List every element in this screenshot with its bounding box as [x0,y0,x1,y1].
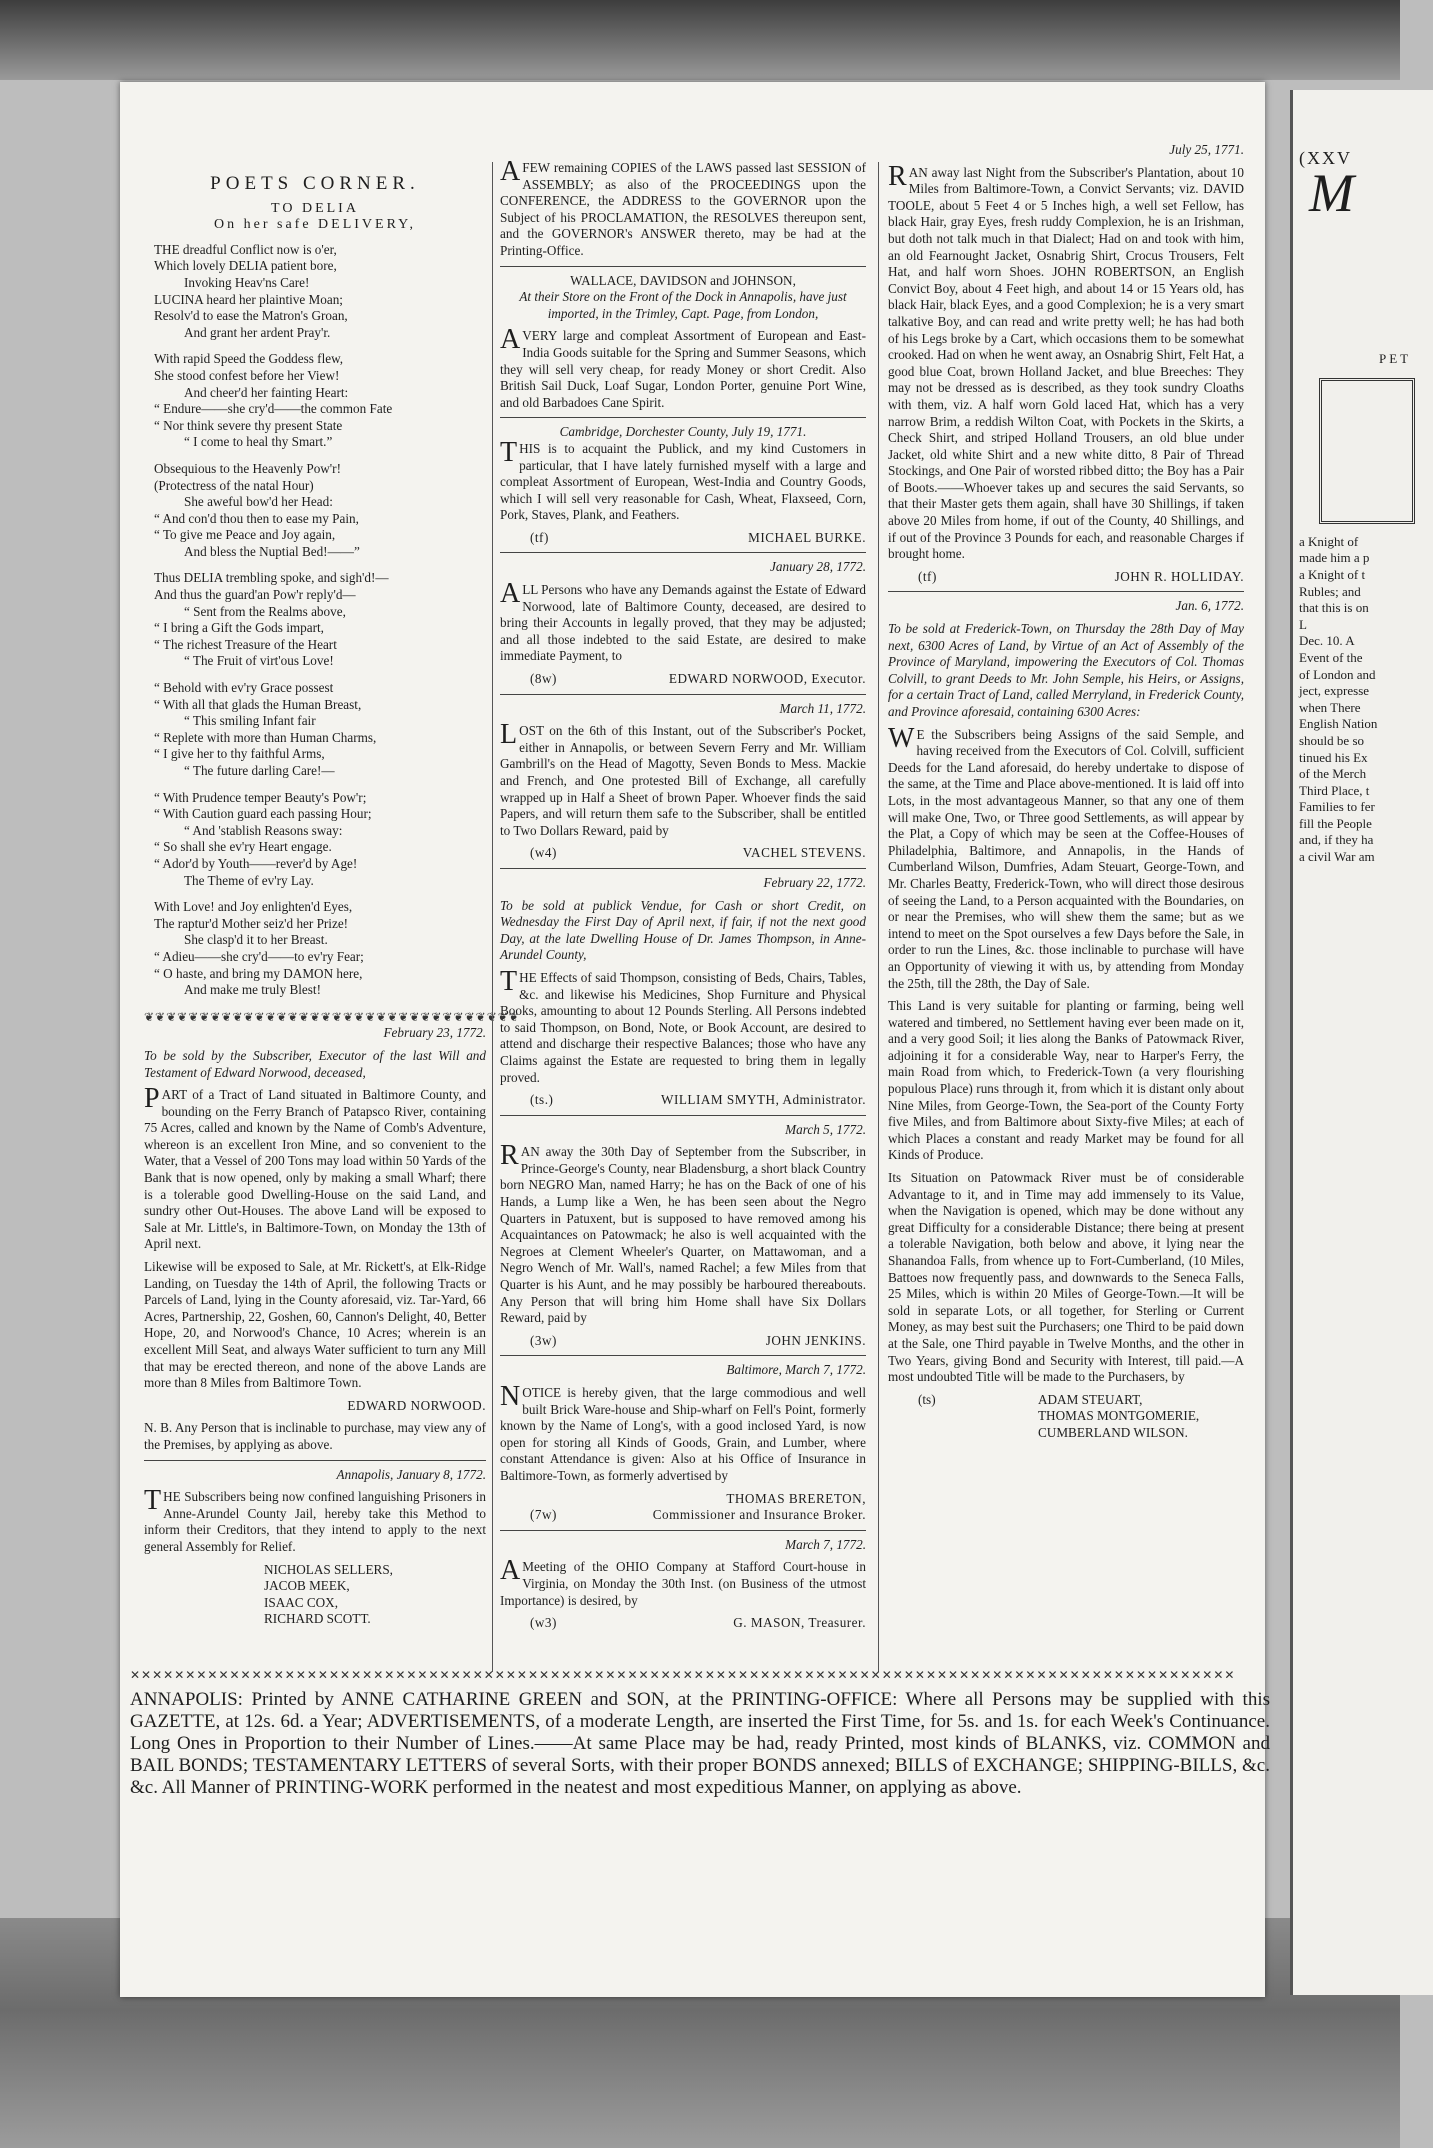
column-2 [500,152,866,1638]
poem-line: Invoking Heav'ns Care! [184,274,310,290]
prisoner-name: RICHARD SCOTT. [264,1611,371,1627]
laws-notice: AFEW remaining COPIES of the LAWS passed last SESSION of ASSEMBLY; as also of the PROCEEDINGS upon the CONFERENCE, the ADDRESS to the GOVERNOR upon the Subject of his PROCLAMATION, the RESOLVES thereupon sent, and the GOVERNOR's ANSWER thereto, may be had at the Printing-Office. [500,156,866,258]
poem-line: LUCINA heard her plaintive Moan; [154,291,343,307]
brereton-signature: THOMAS BRERETON, [726,1490,866,1506]
poem-line: With rapid Speed the Goddess flew, [154,351,344,367]
poem-line: “ With Prudence temper Beauty's Pow'r; [154,789,367,805]
smyth-signature: WILLIAM SMYTH, Administrator. [661,1092,866,1108]
rule [500,1355,866,1356]
prisoner-name: NICHOLAS SELLERS, [264,1561,393,1577]
wallace-subheading: At their Store on the Front of the Dock in Annapolis, have just imported, in the Trimley, Capt. Page, from London, [519,289,847,321]
norwood-exec-body: ALL Persons who have any Demands against the Estate of Edward Norwood, late of Baltimore County, deceased, are desired to bring their Accounts in legally proved, that they may be adjusted; and all those indebted to the said Estate, are desired to make immediate Payment, to [500,578,866,664]
scan-top-edge [0,0,1400,80]
rule [500,266,866,267]
wallace-heading: WALLACE, DAVIDSON and JOHNSON, [570,272,796,288]
column-3 [888,142,1244,1442]
holliday-signature: JOHN R. HOLLIDAY. [1114,568,1244,584]
brereton-dateline: Baltimore, March 7, 1772. [726,1362,866,1378]
poem-line: “ The richest Treasure of the Heart [154,636,337,652]
stevens-body: LOST on the 6th of this Instant, out of the Subscriber's Pocket, either in Annapolis, or between Severn Ferry and Mr. William Gambrill's on the Head of Magotty, Seven Bonds to Mess. Mackie and French, and One protested Bill of Exchange, all carefully wrapped up in Half a Sheet of brown Paper. Whoever finds the said Papers, and will return them safe to the Subscriber, shall be entitled to Two Dollars Reward, paid by [500,719,866,838]
poem-line: And grant her ardent Pray'r. [184,324,331,340]
imprint-footer [130,1668,1270,1799]
smyth-intro: To be sold at publick Vendue, for Cash or short Credit, on Wednesday the First Day of April next, if fair, if not the next good Day, at the late Dwelling House of Dr. James Thompson, in Anne-Arundel County, [500,897,866,963]
poem-line: “ Behold with ev'ry Grace possest [154,680,334,696]
burke-signature: MICHAEL BURKE. [748,529,866,545]
burke-body: THIS is to acquaint the Publick, and my kind Customers in particular, that I have lately furnished myself with a large and compleat Assortment of European, West-India and Country Goods, which I will sell very reasonable for Cash, Wheat, Flaxseed, Corn, Pork, Staves, Plank, and Feathers. [500,436,866,523]
adjacent-page-line: a Knight of [1299,533,1359,549]
adjacent-page-line: Rubles; and [1299,583,1361,599]
poem-line: “ Sent from the Realms above, [184,603,346,619]
poem-title: TO DELIA [271,200,359,216]
poem-line: “ The Fruit of virt'ous Love! [184,653,334,669]
prisoners-names [144,1562,486,1628]
poem-line: “ I come to heal thy Smart.” [184,434,333,450]
ornament-border: ✕✕✕✕✕✕✕✕✕✕✕✕✕✕✕✕✕✕✕✕✕✕✕✕✕✕✕✕✕✕✕✕✕✕✕✕✕✕✕✕✕✕✕✕✕✕✕✕✕✕✕✕✕✕✕✕✕✕✕✕✕✕✕✕✕✕✕✕✕✕✕✕✕✕✕✕✕✕✕✕✕✕✕✕✕✕✕✕✕✕✕✕✕✕✕✕✕✕✕✕ [130,1668,1236,1682]
jenkins-date: March 5, 1772. [785,1121,866,1137]
adjacent-page-line: Event of the [1299,649,1363,665]
norwood-sale-body: PART of a Tract of Land situated in Baltimore County, and bounding on the Ferry Branch of Patapsco River, containing 75 Acres, called and known by the Name of Comb's Adventure, whereon is an excellent Iron Mine, and so convenient to the Water, that a Vessel of 200 Tons may load within 50 Yards of the Bank that is now opened, only by making a small Wharf; there is a tolerable good Dwelling-House on the said Land, and sundry other Out-Houses. The above Land will be exposed to Sale at Mr. Little's, in Baltimore-Town, on Monday the 13th of April next. [144,1083,486,1252]
poem-body [144,242,486,1009]
poem-line: “ With all that glads the Human Breast, [154,696,362,712]
stanza-gap [144,670,486,680]
poem-line: “ The future darling Care!— [184,763,335,778]
stevens-signature: VACHEL STEVENS. [742,845,866,861]
frederick-signature: ADAM STEUART, [1038,1391,1143,1407]
poem-line: She clasp'd it to her Breast. [184,932,328,948]
holliday-date: July 25, 1771. [1169,142,1244,157]
poem-line: She stood confest before her View! [154,367,340,383]
brereton-title: Commissioner and Insurance Broker. [652,1507,866,1523]
poem-line: “ With Caution guard each passing Hour; [154,806,372,822]
poem-line: Obsequious to the Heavenly Pow'r! [154,460,341,476]
wallace-body: AVERY large and compleat Assortment of European and East-India Goods suitable for the Spring and Summer Seasons, which they will sell very cheap, for ready Money or short Credit. Also British Sail Duck, Loaf Sugar, London Porter, genuine Port Wine, and old Barbadoes Cane Spirit. [500,324,866,410]
poem-line: And cheer'd her fainting Heart: [184,384,349,400]
column-rule [492,162,493,1672]
poem-stanza [144,351,486,451]
stevens-tag: (w4) [530,845,557,861]
poem-line: “ To give me Peace and Joy again, [154,527,336,543]
adjacent-page-line: made him a p [1299,550,1370,566]
poem-line: “ Replete with more than Human Charms, [154,729,377,745]
adjacent-page-line: a Knight of t [1299,566,1366,582]
poem-line: THE dreadful Conflict now is o'er, [154,241,337,257]
frederick-signature: CUMBERLAND WILSON. [1038,1424,1188,1440]
rule [500,868,866,869]
adjacent-page-snippets [1299,534,1429,866]
holliday-body: RAN away last Night from the Subscriber's Plantation, about 10 Miles from Baltimore-Town, a Convict Servants; viz. DAVID TOOLE, about 5 Feet 4 or 5 Inches high, a well set Fellow, has black Hair, gray Eyes, fresh ruddy Complexion, he is an Irishman, but doth not talk much in that Dialect; Had on and took with him, an old Fearnought Jacket, Osnabrig Shirt, Crocus Trousers, Felt Hat, and half worn Shoes. JOHN ROBERTSON, an English Convict Boy, about 4 Feet high, and about 14 or 15 Years old, has black Hair, black Eyes, and a good Complexion; he is a very smart talkative Boy, and can read and write pretty well; he has had both of his Legs broke by a Cart, which occasions them to be somewhat crooked. Had on when he went away, an Osnabrig Shirt, Felt Hat, a good blue Coat, brown Holland Jacket, and blue Breeches: They may not be dressed as is described, as they took sundry Cloaths with them, viz. A half worn Gold laced Hat, which has a very narrow Brim, a reddish Wilton Coat, with Pockets in the Skirts, a Check Shirt, and striped Holland Trousers, an old blue under Jacket, old white Shirt and a new white ditto, 8 Pair of Thread Stockings, and One Pair of worsted ribbed ditto; the Boy has a Pair of Boots.——Whoever takes up and secures the said Servants, so that their Master gets them again, shall have 30 Shillings, if taken above 20 Miles from home, if out of the County, 40 Shillings, and if out of the Province 3 Pounds for each, and reasonable Charges if brought home. [888,160,1244,562]
poem-line: “ So shall she ev'ry Heart engage. [154,839,332,855]
poem-stanza [144,461,486,561]
poem-line: The Theme of ev'ry Lay. [184,872,314,888]
adjacent-page-line: Third Place, t [1299,782,1370,798]
adjacent-page-line: Families to fer [1299,799,1375,815]
poem-line: And make me truly Blest! [184,982,321,998]
adjacent-page-line: should be so [1299,732,1364,748]
norwood-exec-signature: EDWARD NORWOOD, Executor. [668,671,866,687]
poem-line: “ This smiling Infant fair [184,713,316,729]
stanza-gap [144,451,486,461]
crest-image [1319,378,1415,524]
ohio-tag: (w3) [530,1615,557,1631]
adjacent-page-header: (XXV [1299,148,1352,168]
norwood-exec-tag: (8w) [530,671,557,687]
poem-line: “ O haste, and bring my DAMON here, [154,965,363,981]
jenkins-body: RAN away the 30th Day of September from the Subscriber, in Prince-George's County, near Bladensburg, a short black Country born NEGRO Man, named Harry; he has on the Back of one of his Hands, a Lump like a Wen, he has been seen about the Negro Quarters in Patuxent, but is supposed to have removed among his Acquaintances on Patowmack; he also is well acquainted with the Negroes at Clement Wheeler's Quarter, on Mattawoman, and a Negro Wench of Mr. Wall's, named Rachel; a few Miles from that Quarter is his Aunt, and he may possibly be harboured thereabouts. Any Person that will bring him Home shall have Six Dollars Reward, paid by [500,1140,866,1326]
brereton-tag: (7w) [530,1507,557,1523]
adjacent-page-line: a civil War am [1299,849,1375,865]
frederick-body-2: This Land is very suitable for planting or farming, being well watered and timbered, no Settlement having ever been made on it, and a very good Soil; it lies along the Banks of Patowmack River, adjoining it for a considerable Way, near to Harper's Ferry, the main Road from which, to Frederick-Town (a very flourishing populous Place) runs through it, from which it is distant only about Nine Miles, from George-Town, the Sea-port of the County Forty five Miles, and from Baltimore about Sixty-five Miles; at each of which Places a constant and ready Market may be found for all Kinds of Produce. [888,998,1244,1163]
frederick-body-1: WE the Subscribers being Assigns of the said Semple, and having received from the Executors of Col. Colvill, sufficient Deeds for the Land aforesaid, do hereby undertake to dispose of the same, at the Time and Place above-mentioned. It is laid off into Lots, in the most advantageous Manner, so that any one of them will make One, Two, or Three good Settlements, as will appear by the Plat, a Copy of which may be seen at the Coffee-Houses of Philadelphia, Baltimore, and Annapolis, in the Hands of Cumberland Wilson, Dumfries, Adam Steuart, George-Town, and Mr. Charles Beatty, Frederick-Town, who will direct those desirous of seeing the Land, to a Person acquainted with the Boundaries, on or near the Premises, who will shew them the same; but as we intend to meet on the Spot ourselves a few Days before the Sale, in order to run the Lines, &c. those inclinable to purchase will have an Opportunity of viewing it with us, by attending from Monday the 25th, till the 28th, the Day of Sale. [888,722,1244,991]
ohio-signature: G. MASON, Treasurer. [733,1615,866,1631]
adjacent-page-line: of London and [1299,666,1376,682]
prisoner-name: ISAAC COX, [264,1594,339,1610]
norwood-sale-nb: N. B. Any Person that is inclinable to purchase, may view any of the Premises, by applying as above. [144,1420,486,1452]
poem-line: The raptur'd Mother seiz'd her Prize! [154,915,349,931]
burke-tag: (tf) [530,529,549,545]
smyth-tag: (ts.) [530,1092,554,1108]
printer-imprint: ANNAPOLIS: Printed by ANNE CATHARINE GREEN and SON, at the PRINTING-OFFICE: Where all Persons may be supplied with this GAZETTE, at 12s. 6d. a Year; ADVERTISEMENTS, of a moderate Length, are inserted the First Time, for 5s. and 1s. for each Week's Continuance. Long Ones in Proportion to their Number of Lines.——At same Place may be had, ready Printed, most kinds of BLANKS, viz. COMMON and BAIL BONDS; TESTAMENTARY LETTERS of several Sorts, with their proper BONDS annexed; BILLS of EXCHANGE; SHIPPING-BILLS, &c. &c. All Manner of PRINTING-WORK performed in the neatest and most expeditious Manner, on applying as above. [130,1689,1270,1798]
norwood-sale-body-2: Likewise will be exposed to Sale, at Mr. Rickett's, at Elk-Ridge Landing, on Tuesday the 14th of April, the following Tracts or Parcels of Land, lying in the County aforesaid, viz. Tar-Yard, 66 Acres, Partnership, 22, Goshen, 60, Cannon's Delight, 40, Better Hope, 20, and Norwood's Chance, 10 Acres; wherein is an excellent Mill Seat, and always Water sufficient to turn any Mill that may be erected thereon, and none of the above Lands are more than 8 Miles from Baltimore Town. [144,1259,486,1391]
poem-stanza [144,570,486,670]
poem-stanza [144,242,486,342]
rule [888,591,1244,592]
poem-line: “ Ador'd by Youth——rever'd by Age! [154,855,358,871]
ornament-divider: ❦❦❦❦❦❦❦❦❦❦❦❦❦❦❦❦❦❦❦❦❦❦❦❦❦❦❦❦❦❦❦❦❦❦ [144,1009,520,1024]
rule [500,1530,866,1531]
frederick-signature: THOMAS MONTGOMERIE, [1038,1408,1200,1424]
stanza-gap [144,560,486,570]
adjacent-page-masthead: M [1309,162,1354,223]
poem-stanza [144,680,486,780]
poem-stanza [144,899,486,999]
poem-line: With Love! and Joy enlighten'd Eyes, [154,899,353,915]
poem-line: And bless the Nuptial Bed!——” [184,543,360,559]
adjacent-page-line: Dec. 10. A [1299,633,1355,649]
stevens-date: March 11, 1772. [779,700,866,716]
column-1 [144,152,520,1628]
frederick-tag: (ts) [918,1391,936,1407]
adjacent-page-column [1293,150,1429,866]
poem-subtitle: On her safe DELIVERY, [214,217,416,233]
poem-line: “ Nor think severe thy present State [154,417,343,433]
poem-line: And thus the guard'an Pow'r reply'd— [154,587,356,603]
adjacent-page [1290,90,1433,1995]
adjacent-page-line: and, if they ha [1299,832,1374,848]
smyth-date: February 22, 1772. [763,874,866,890]
prisoner-name: JACOB MEEK, [264,1578,350,1594]
adjacent-page-line: fill the People [1299,815,1372,831]
adjacent-page-line: tinued his Ex [1299,749,1368,765]
poem-line: “ Adieu——she cry'd——to ev'ry Fear; [154,948,364,964]
frederick-intro: To be sold at Frederick-Town, on Thursday the 28th Day of May next, 6300 Acres of Land, by Virtue of an Act of Assembly of the Province of Maryland, impowering the Executors of Col. Thomas Colvill, to grant Deeds to Mr. John Semple, his Heirs, or Assigns, for a certain Tract of Land, called Merryland, in Frederick County, and Province aforesaid, containing 6300 Acres: [888,621,1244,719]
poem-line: Resolv'd to ease the Matron's Groan, [154,308,348,324]
adjacent-page-sub: PET [1379,351,1412,367]
rule [144,1460,486,1461]
adjacent-page-line: ject, expresse [1299,683,1370,699]
frederick-date: Jan. 6, 1772. [1175,598,1244,614]
ohio-date: March 7, 1772. [785,1536,866,1552]
rule [500,552,866,553]
prisoners-date: Annapolis, January 8, 1772. [336,1466,486,1482]
poem-line: “ And con'd thou then to ease my Pain, [154,510,359,526]
jenkins-signature: JOHN JENKINS. [765,1332,866,1348]
burke-dateline: Cambridge, Dorchester County, July 19, 1771. [559,424,807,440]
poem-stanza [144,790,486,890]
norwood-exec-date: January 28, 1772. [770,559,866,575]
jenkins-tag: (3w) [530,1332,557,1348]
poem-line: Which lovely DELIA patient bore, [154,258,337,274]
norwood-sale-intro: To be sold by the Subscriber, Executor of the last Will and Testament of Edward Norwood, deceased, [144,1047,486,1080]
poem-line: Thus DELIA trembling spoke, and sigh'd!— [154,570,389,586]
stanza-gap [144,889,486,899]
poem-line: “ I give her to thy faithful Arms, [154,746,325,762]
norwood-sale-signature: EDWARD NORWOOD. [347,1397,486,1413]
poem-line: (Protectress of the natal Hour) [154,477,314,493]
norwood-sale-date: February 23, 1772. [383,1025,486,1041]
adjacent-page-line: of the Merch [1299,766,1367,782]
column-rule [878,162,879,1672]
rule [500,417,866,418]
poem-line: “ I bring a Gift the Gods impart, [154,620,324,636]
poem-line: “ And 'stablish Reasons sway: [184,822,343,838]
rule [500,1115,866,1116]
poem-line: She aweful bow'd her Head: [184,494,333,510]
prisoners-body: THE Subscribers being now confined languishing Prisoners in Anne-Arundel County Jail, hereby take this Method to inform their Creditors, that they intend to apply to the next general Assembly for Relief. [144,1485,486,1554]
poem-line: “ Endure——she cry'd——the common Fate [154,401,393,417]
adjacent-page-line: L [1299,616,1307,632]
poets-corner-heading: POETS CORNER. [210,173,420,194]
ohio-body: AMeeting of the OHIO Company at Stafford Court-house in Virginia, on Monday the 30th Inst. (on Business of the utmost Importance) is desired, by [500,1555,866,1608]
frederick-body-3: Its Situation on Patowmack River must be of considerable Advantage to it, and in Time may add immensely to its Value, when the Navigation is opened, which may be done without any great Difficulty for a considerable Distance; there being at present a tolerable Navigation, both below and above, it lying near the Shanandoa Falls, from whence up to Fort-Cumberland, (10 Miles, Battoes now frequently pass, and downwards to the Seneca Falls, 25 Miles, which is within 20 Miles of George-Town.—It will be sold in separate Lots, or all together, for Sterling or Current Money, as may best suit the Purchasers; one Third to be paid down at the Sale, one Third payable in Twelve Months, and the other in Two Years, giving Bond and Security with Interest, till paid.—A most undoubted Title will be made to the Purchasers, by [888,1170,1244,1385]
smyth-body: THE Effects of said Thompson, consisting of Beds, Chairs, Tables, &c. and likewise his Medicines, Shop Furniture and Physical Books, amounting to about 12 Pounds Sterling. All Persons indebted to said Thompson, on Bond, Note, or Book Account, are desired to attend and discharge their respective Balances; those who have any Claims against the Estate are requested to bring them in legally proved. [500,965,866,1085]
brereton-body: NOTICE is hereby given, that the large commodious and well built Brick Ware-house and Ship-wharf on Fell's Point, formerly known by the Name of Long's, with a good inclosed Yard, is now open for storing all Kinds of Goods, Grain, and Lumber, where constant Attendance is given: Also at his Office of Insurance in Baltimore-Town, as formerly advertised by [500,1381,866,1483]
stanza-gap [144,999,486,1009]
stanza-gap [144,341,486,351]
stanza-gap [144,780,486,790]
adjacent-page-line: that this is on [1299,600,1369,616]
adjacent-page-line: English Nation [1299,716,1378,732]
holliday-tag: (tf) [918,568,937,584]
rule [500,694,866,695]
adjacent-page-line: when There [1299,699,1361,715]
